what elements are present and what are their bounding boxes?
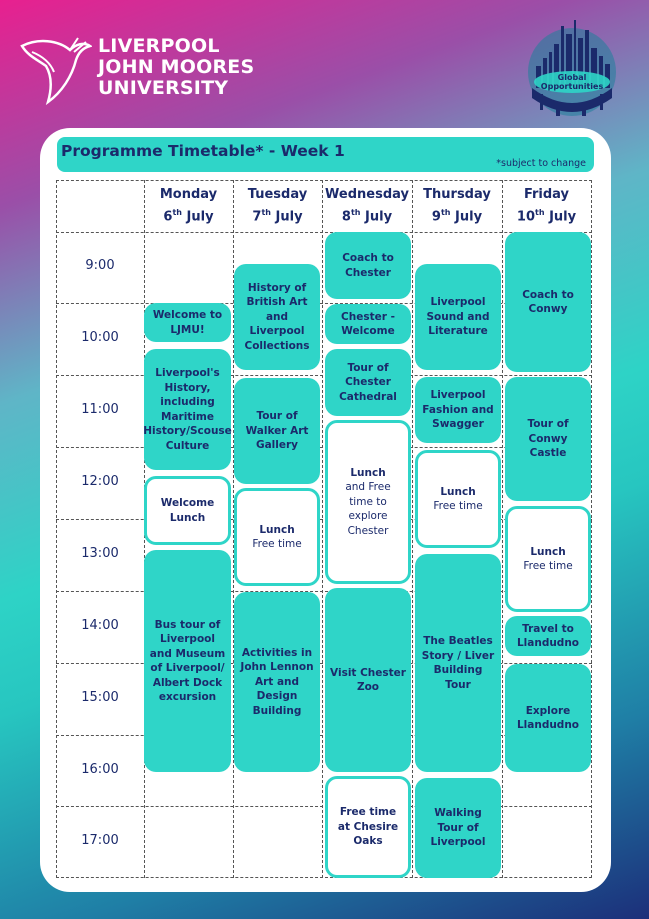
- event-wednesday-cathedral: Tour of Chester Cathedral: [325, 349, 411, 416]
- time-label: 11:00: [81, 402, 119, 417]
- event-thursday-fashion: Liverpool Fashion and Swagger: [415, 377, 501, 443]
- event-monday-welcome: Welcome to LJMU!: [144, 303, 231, 342]
- event-thursday-lunch: Lunch Free time: [415, 450, 501, 548]
- global-opportunities-badge: [516, 14, 628, 126]
- event-tuesday-walker: Tour of Walker Art Gallery: [234, 378, 320, 484]
- university-name-line-1: LIVERPOOL: [98, 35, 220, 57]
- event-friday-lunch: Lunch Free time: [505, 506, 591, 612]
- time-label: 10:00: [81, 330, 119, 345]
- day-header-thursday: Thursday 9th July: [412, 186, 502, 226]
- event-friday-travel: Travel to Llandudno: [505, 616, 591, 656]
- event-tuesday-lunch: Lunch Free time: [234, 488, 320, 586]
- day-name: Thursday: [423, 187, 491, 202]
- university-name-line-2: JOHN MOORES: [98, 56, 255, 78]
- time-label: 12:00: [81, 474, 119, 489]
- badge-text-global: Global: [557, 73, 587, 82]
- time-label: 16:00: [81, 762, 119, 777]
- title-bar: [57, 137, 594, 172]
- event-thursday-walking-tour: Walking Tour of Liverpool: [415, 778, 501, 878]
- event-wednesday-lunch: Lunch and Free time to explore Chester: [325, 420, 411, 584]
- event-wednesday-welcome: Chester - Welcome: [325, 304, 411, 344]
- time-label: 9:00: [85, 258, 115, 273]
- day-header-friday: Friday 10th July: [502, 186, 591, 226]
- event-thursday-sound: Liverpool Sound and Literature: [415, 264, 501, 370]
- global-opportunities-badge-icon: [516, 14, 628, 126]
- event-monday-lunch: Welcome Lunch: [144, 476, 231, 545]
- day-header-wednesday: Wednesday 8th July: [322, 186, 412, 226]
- event-tuesday-activities: Activities in John Lennon Art and Design Building: [234, 592, 320, 772]
- event-thursday-beatles: The Beatles Story / Liver Building Tour: [415, 554, 501, 772]
- time-label: 13:00: [81, 546, 119, 561]
- badge-text-opportunities: Opportunities: [540, 82, 604, 91]
- event-monday-history: Liverpool's History, including Maritime History/Scouse Culture: [144, 349, 231, 470]
- event-wednesday-coach: Coach to Chester: [325, 232, 411, 299]
- day-header-monday: Monday 6th July: [144, 186, 233, 226]
- day-name: Friday: [523, 187, 570, 202]
- subject-to-change-note: *subject to change: [496, 158, 586, 169]
- time-label: 14:00: [81, 618, 119, 633]
- event-friday-explore: Explore Llandudno: [505, 664, 591, 772]
- time-label: 17:00: [81, 833, 119, 848]
- university-name-line-3: UNIVERSITY: [98, 77, 229, 99]
- ljmu-logo: [18, 36, 268, 106]
- day-header-tuesday: Tuesday 7th July: [233, 186, 322, 226]
- day-name: Tuesday: [247, 187, 308, 202]
- time-label: 15:00: [81, 690, 119, 705]
- event-friday-castle: Tour of Conwy Castle: [505, 377, 591, 501]
- event-friday-coach: Coach to Conwy: [505, 232, 591, 372]
- event-tuesday-history-art: History of British Art and Liverpool Collections: [234, 264, 320, 370]
- liver-bird-logo-icon: [18, 36, 92, 106]
- day-name: Wednesday: [325, 187, 409, 202]
- day-name: Monday: [159, 187, 218, 202]
- event-monday-bus-tour: Bus tour of Liverpool and Museum of Liverpool/ Albert Dock excursion: [144, 550, 231, 772]
- event-wednesday-zoo: Visit Chester Zoo: [325, 588, 411, 772]
- event-wednesday-free-time: Free time at Chesire Oaks: [325, 776, 411, 878]
- timetable-title: Programme Timetable* - Week 1: [61, 142, 345, 160]
